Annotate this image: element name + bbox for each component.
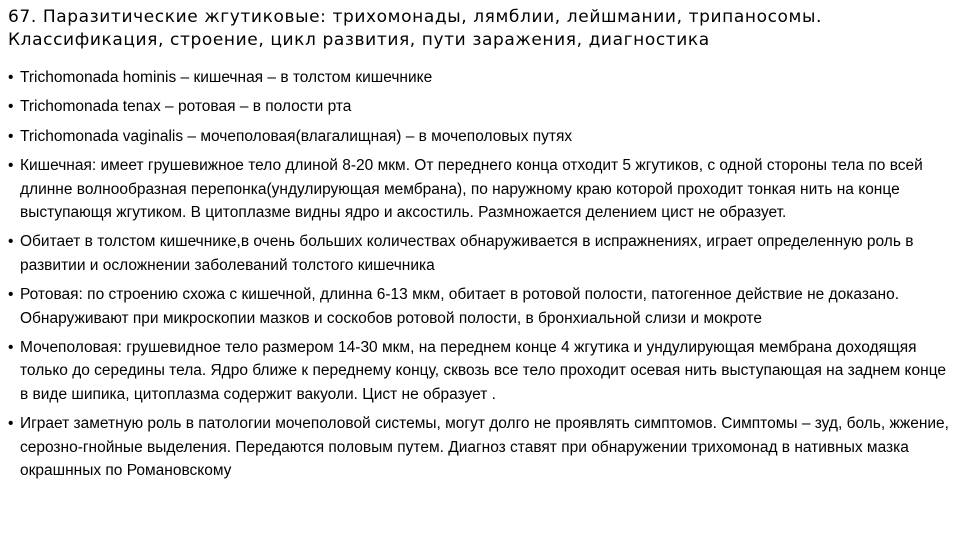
bullet-marker: • xyxy=(8,233,14,251)
bullet-text: Играет заметную роль в патологии мочеполовой системы, могут долго не проявлять симптомов. Симптомы – зуд, боль, жжение, серозно-гнойные выделения. Передаются половым путем. Диагноз ставят при обнаружении трихомонад в нативных мазка окрашнных по Романовскому xyxy=(20,415,949,480)
bullet-item xyxy=(8,125,952,148)
bullet-item xyxy=(8,66,952,89)
bullet-marker: • xyxy=(8,339,14,357)
bullet-list xyxy=(8,66,952,489)
bullet-marker: • xyxy=(8,98,14,116)
bullet-text: Обитает в толстом кишечнике,в очень больших количествах обнаруживается в испражнениях, играет определенную роль в развитии и осложнении заболеваний толстого кишечника xyxy=(20,233,914,274)
bullet-item xyxy=(8,154,952,224)
bullet-text: Ротовая: по строению схожа с кишечной, длинна 6-13 мкм, обитает в ротовой полости, патогенное действие не доказано. Обнаруживают при микроскопии мазков и соскобов ротовой полости, в бронхиальной слизи и мокроте xyxy=(20,286,900,327)
bullet-item xyxy=(8,412,952,482)
bullet-item xyxy=(8,95,952,118)
bullet-text: Trichomonada vaginalis – мочеполовая(влагалищная) – в мочеполовых путях xyxy=(20,127,573,145)
bullet-marker: • xyxy=(8,157,14,175)
slide-title: 67. Паразитические жгутиковые: трихомонады, лямблии, лейшмании, трипаносомы. Классификация, строение, цикл развития, пути заражения, диагностика xyxy=(8,7,822,50)
bullet-marker: • xyxy=(8,415,14,433)
bullet-text: Trichomonada tenax – ротовая – в полости рта xyxy=(20,98,352,116)
bullet-item xyxy=(8,283,952,330)
bullet-marker: • xyxy=(8,286,14,304)
bullet-item xyxy=(8,336,952,406)
bullet-text: Кишечная: имеет грушевижное тело длиной 8-20 мкм. От переднего конца отходит 5 жгутиков, с одной стороны тела по всей длинне волнообразная перепонка(ундулирующая мембрана), по наружному краю которой проходит тонкая нить на конце выступающя жгутиком. В цитоплазме видны ядро и аксостиль. Размножается делением цист не образует. xyxy=(20,157,923,222)
bullet-text: Trichomonada hominis – кишечная – в толстом кишечнике xyxy=(20,69,433,86)
bullet-marker: • xyxy=(8,69,14,86)
bullet-text: Мочеполовая: грушевидное тело размером 14-30 мкм, на переднем конце 4 жгутика и ундулирующая мембрана доходящяя только до середины тела. Ядро ближе к переднему концу, сквозь все тело проходит осевая нить выступающая на заднем конце в виде шипика, цитоплазма содержит вакуоли. Цист не образует . xyxy=(20,339,947,403)
bullet-marker: • xyxy=(8,127,14,145)
bullet-item xyxy=(8,230,952,277)
